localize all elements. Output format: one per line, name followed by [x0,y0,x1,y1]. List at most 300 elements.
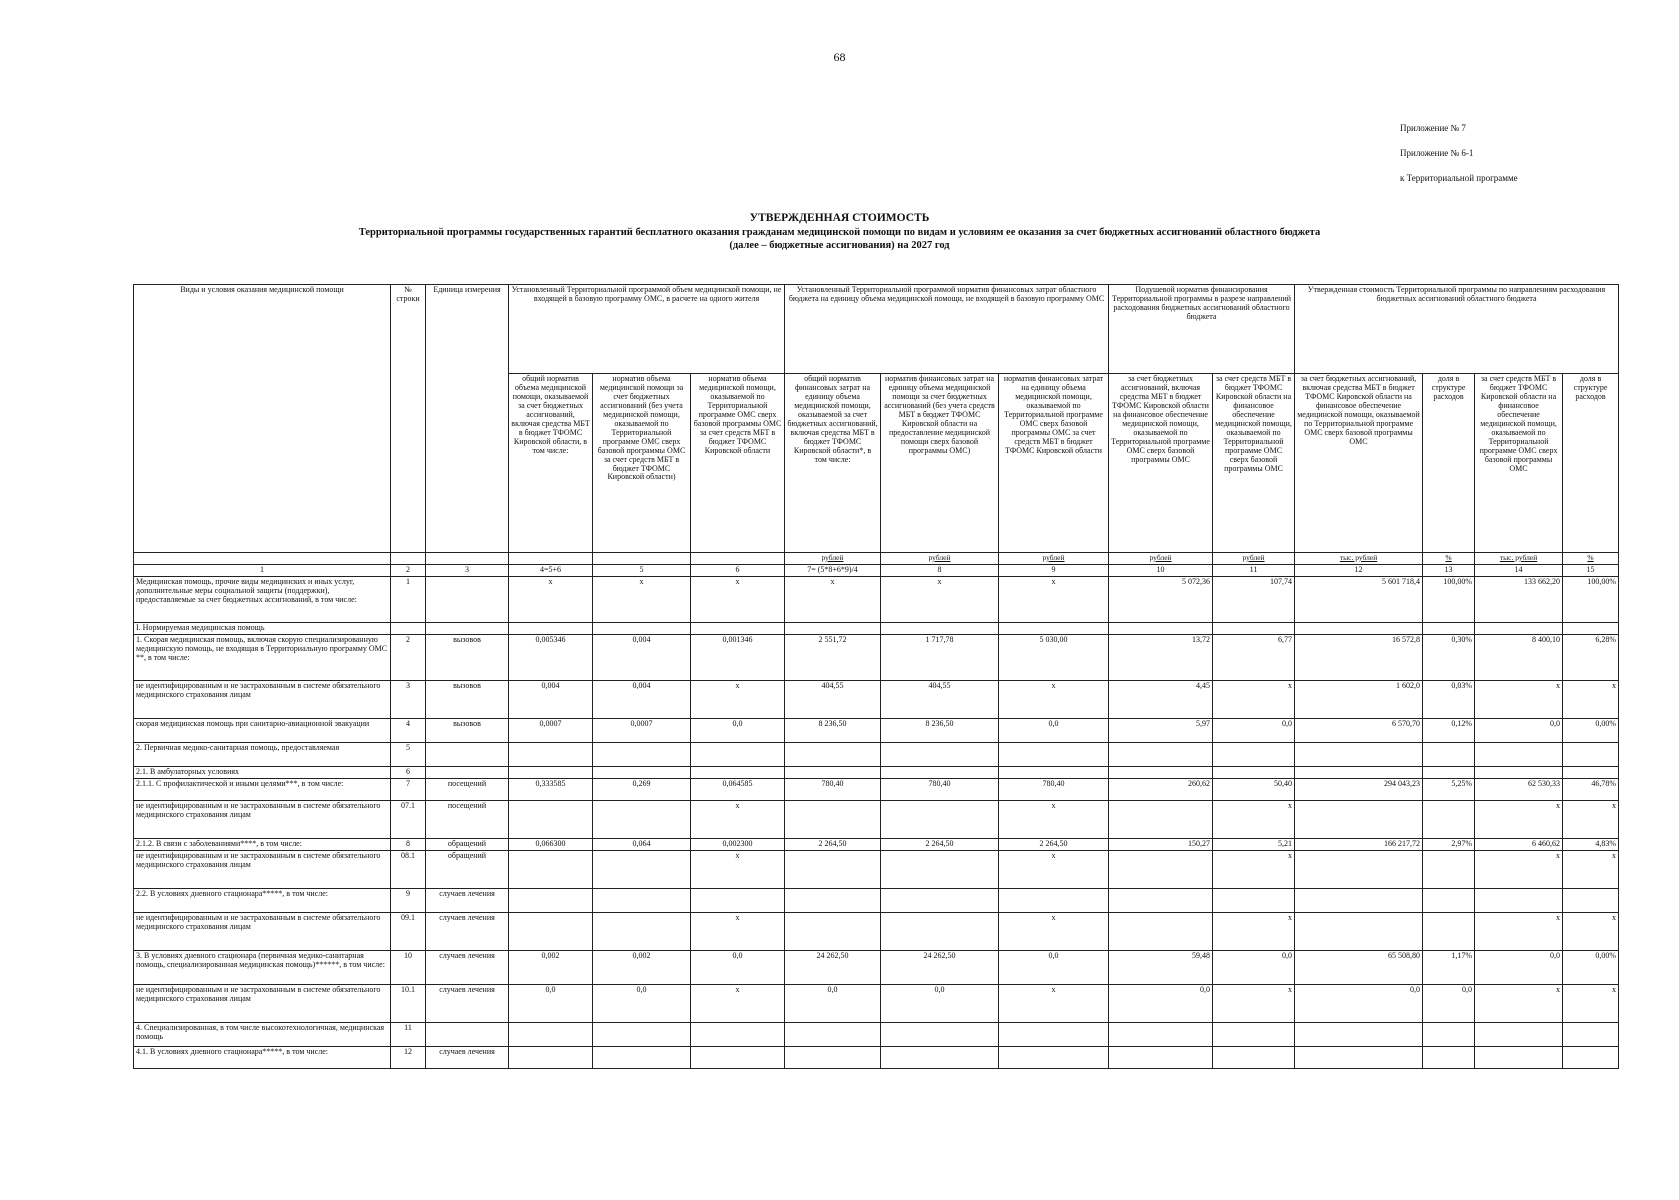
row-name-cell: 2.1.1. С профилактической и иными целями***, в том числе: [134,778,391,800]
table-cell: 08.1 [391,850,426,888]
row-name-cell: Медицинская помощь, прочие виды медицинских и иных услуг, дополнительные меры социальной защиты (поддержки), предоставляемые за счет бюджетных ассигнований, в том числе: [134,577,391,623]
table-row [134,719,1619,743]
table-cell: x [1563,984,1619,1022]
table-row [134,912,1619,950]
table-cell [1475,1022,1563,1046]
table-cell: случаев лечения [426,912,509,950]
table-cell: x [1563,800,1619,838]
header-group-cost-norm: Установленный Территориальной программой норматив финансовых затрат областного бюджета на единицу объема медицинской помощи, не входящей в базовую программу ОМС [785,285,1109,374]
column-number-cell: 5 [593,565,691,577]
table-cell: 46,78% [1563,778,1619,800]
row-name-cell: I. Нормируемая медицинская помощь [134,623,391,635]
table-cell [509,800,593,838]
table-cell [1423,623,1475,635]
table-cell [1563,888,1619,912]
table-cell [1475,767,1563,779]
table-cell: 0,0 [1475,719,1563,743]
table-row [134,984,1619,1022]
column-number-cell: 9 [999,565,1109,577]
header-group-volume: Установленный Территориальной программой объем медицинской помощи, не входящей в базовую программу ОМС, в расчете на одного жителя [509,285,785,374]
table-cell [691,767,785,779]
table-cell [509,767,593,779]
table-cell: 2 264,50 [785,838,881,850]
table-cell: x [999,577,1109,623]
table-cell [1423,912,1475,950]
table-cell: x [1475,800,1563,838]
table-cell: 404,55 [881,681,999,719]
table-cell: обращений [426,838,509,850]
table-cell [1295,850,1423,888]
table-cell: 0,0 [881,984,999,1022]
header-sub-15: доля в структуре расходов [1563,374,1619,553]
table-cell [999,767,1109,779]
header-group-approved-cost: Утвержденная стоимость Территориальной программы по направлениям расходования бюджетных ассигнований областного бюджета [1295,285,1619,374]
table-cell: вызовов [426,681,509,719]
column-number-cell: 15 [1563,565,1619,577]
table-cell [509,743,593,767]
table-row [134,800,1619,838]
table-cell [1423,888,1475,912]
table-cell: 5 [391,743,426,767]
table-cell: 0,0 [509,984,593,1022]
table-cell [1109,888,1213,912]
table-cell: 5 030,00 [999,635,1109,681]
table-cell: 294 043,23 [1295,778,1423,800]
unit-cell: рублей [881,553,999,565]
table-cell: 5,97 [1109,719,1213,743]
table-cell [881,888,999,912]
table-cell [999,623,1109,635]
table-cell: вызовов [426,635,509,681]
table-cell: 07.1 [391,800,426,838]
table-cell: 150,27 [1109,838,1213,850]
table-cell: x [691,850,785,888]
header-sub-6: норматив объема медицинской помощи, оказываемой по Территориальной программе ОМС сверх базовой программы ОМС за счет средств МБТ в бюджет ТФОМС Кировской области [691,374,785,553]
table-cell: 0,12% [1423,719,1475,743]
column-numbers-row [134,565,1619,577]
table-cell [426,1022,509,1046]
table-cell: 0,0 [1109,984,1213,1022]
table-cell [881,623,999,635]
table-cell [1213,623,1295,635]
table-row [134,743,1619,767]
table-cell [1213,743,1295,767]
table-cell: x [881,577,999,623]
table-cell: 404,55 [785,681,881,719]
table-cell: 780,40 [999,778,1109,800]
table-cell: 65 508,80 [1295,950,1423,984]
table-cell [1423,1022,1475,1046]
header-sub-5: норматив объема медицинской помощи за счет бюджетных ассигнований (без учета медицинской помощи, оказываемой по Территориальной программе ОМС сверх базовой программы ОМС за счет средств МБТ в бюджет ТФОМС Кировской области) [593,374,691,553]
table-cell: 0,066300 [509,838,593,850]
table-cell [1295,888,1423,912]
table-cell [593,850,691,888]
table-cell: 59,48 [1109,950,1213,984]
table-cell [391,623,426,635]
table-cell: x [785,577,881,623]
table-cell: x [1563,912,1619,950]
table-cell [999,888,1109,912]
column-number-cell: 8 [881,565,999,577]
table-cell [1475,888,1563,912]
header-sub-11: за счет средств МБТ в бюджет ТФОМС Кировской области на финансовое обеспечение медицинской помощи, оказываемой по Территориальной программе ОМС сверх базовой программы ОМС [1213,374,1295,553]
row-name-cell: 3. В условиях дневного стационара (первичная медико-санитарная помощь, специализированная медицинская помощь)******, в том числе: [134,950,391,984]
table-cell [999,1022,1109,1046]
table-cell [1213,1022,1295,1046]
table-cell [1295,743,1423,767]
column-number-cell: 7= (5*8+6*9)/4 [785,565,881,577]
table-cell: случаев лечения [426,888,509,912]
table-cell: 0,004 [509,681,593,719]
table-cell [1109,1022,1213,1046]
table-cell: 1 602,0 [1295,681,1423,719]
table-cell: x [1213,850,1295,888]
column-number-cell: 14 [1475,565,1563,577]
table-cell: 6,28% [1563,635,1619,681]
table-cell [1423,850,1475,888]
table-cell: x [1475,681,1563,719]
table-cell [1213,1046,1295,1068]
column-number-cell: 4=5+6 [509,565,593,577]
row-name-cell: 4.1. В условиях дневного стационара*****, в том числе: [134,1046,391,1068]
row-name-cell: 2.2. В условиях дневного стационара*****, в том числе: [134,888,391,912]
table-cell [1295,623,1423,635]
table-cell: 0,0 [691,950,785,984]
table-cell: 0,0007 [509,719,593,743]
table-cell: 13,72 [1109,635,1213,681]
table-cell: 5,25% [1423,778,1475,800]
unit-cell [134,553,391,565]
table-cell: x [1563,681,1619,719]
table-cell [1423,767,1475,779]
table-cell: x [1475,912,1563,950]
table-cell [1475,1046,1563,1068]
table-row [134,767,1619,779]
table-cell [785,1022,881,1046]
table-cell [881,767,999,779]
unit-cell: % [1563,553,1619,565]
table-cell: 0,269 [593,778,691,800]
table-cell: 7 [391,778,426,800]
table-cell [1475,623,1563,635]
table-cell [593,767,691,779]
unit-cell [391,553,426,565]
row-name-cell: 2. Первичная медико-санитарная помощь, предоставляемая [134,743,391,767]
table-cell: 0,00% [1563,719,1619,743]
table-cell [785,1046,881,1068]
table-cell [1213,888,1295,912]
column-number-cell: 11 [1213,565,1295,577]
table-cell: x [593,577,691,623]
unit-cell [426,553,509,565]
table-cell: 12 [391,1046,426,1068]
table-cell: 4,83% [1563,838,1619,850]
table-cell: x [1475,984,1563,1022]
table-row [134,888,1619,912]
table-cell [1563,623,1619,635]
table-cell [1563,1046,1619,1068]
row-name-cell: 2.1. В амбулаторных условиях [134,767,391,779]
table-cell [1563,1022,1619,1046]
table-cell [691,743,785,767]
appendix-line-2: Приложение № 6-1 [1400,148,1474,158]
table-cell [999,743,1109,767]
table-cell: 0,333585 [509,778,593,800]
table-cell: 0,0 [999,950,1109,984]
row-name-cell: не идентифицированным и не застрахованным в системе обязательного медицинского страхования лицам [134,984,391,1022]
table-cell: 0,0 [1213,719,1295,743]
header-sub-10: за счет бюджетных ассигнований, включая средства МБТ в бюджет ТФОМС Кировской области на финансовое обеспечение медицинской помощи, оказываемой по Территориальной программе ОМС сверх базовой программы ОМС [1109,374,1213,553]
table-cell [785,912,881,950]
table-cell: 0,0007 [593,719,691,743]
table-cell: 0,0 [999,719,1109,743]
table-cell: x [1213,800,1295,838]
table-cell: x [509,577,593,623]
table-cell [1109,1046,1213,1068]
table-cell: x [999,984,1109,1022]
table-cell: 5 601 718,4 [1295,577,1423,623]
row-name-cell: не идентифицированным и не застрахованным в системе обязательного медицинского страхования лицам [134,912,391,950]
unit-cell: тыс. рублей [1475,553,1563,565]
table-cell: 0,0 [785,984,881,1022]
table-row [134,950,1619,984]
table-cell: 1 717,78 [881,635,999,681]
table-cell [509,1046,593,1068]
table-cell: 8 236,50 [785,719,881,743]
unit-cell: % [1423,553,1475,565]
table-cell: 09.1 [391,912,426,950]
header-row-number: № строки [391,285,426,553]
table-cell [1423,743,1475,767]
units-row [134,553,1619,565]
table-cell: 1 [391,577,426,623]
table-cell: 780,40 [881,778,999,800]
table-row [134,838,1619,850]
header-name: Виды и условия оказания медицинской помощи [134,285,391,553]
table-cell [785,888,881,912]
table-cell: x [999,681,1109,719]
table-cell: x [1213,984,1295,1022]
table-cell [426,577,509,623]
appendix-line-3: к Территориальной программе [1400,173,1518,183]
table-cell: x [691,681,785,719]
table-cell: 0,00% [1563,950,1619,984]
column-number-cell: 12 [1295,565,1423,577]
table-cell [881,800,999,838]
column-number-cell: 6 [691,565,785,577]
table-cell [509,888,593,912]
table-cell [1109,912,1213,950]
table-cell: 0,03% [1423,681,1475,719]
unit-cell: рублей [1213,553,1295,565]
table-cell: x [999,800,1109,838]
table-cell: 24 262,50 [881,950,999,984]
table-cell: 5 072,36 [1109,577,1213,623]
table-cell [1295,767,1423,779]
table-cell: 780,40 [785,778,881,800]
table-row [134,1022,1619,1046]
table-cell: 2,97% [1423,838,1475,850]
table-cell [691,1022,785,1046]
table-cell: 166 217,72 [1295,838,1423,850]
title-line-3: (далее – бюджетные ассигнования) на 2027 год [729,240,950,251]
table-row [134,635,1619,681]
table-cell: 0,0 [691,719,785,743]
table-cell [1109,800,1213,838]
table-row [134,778,1619,800]
table-cell [426,767,509,779]
unit-cell [509,553,593,565]
table-cell: 100,00% [1563,577,1619,623]
header-sub-12: за счет бюджетных ассигнований, включая средства МБТ в бюджет ТФОМС Кировской области на финансовое обеспечение медицинской помощи, оказываемой по Территориальной программе ОМС сверх базовой программы ОМС [1295,374,1423,553]
table-cell: 133 662,20 [1475,577,1563,623]
table-cell: x [691,984,785,1022]
table-cell: 62 530,33 [1475,778,1563,800]
table-cell [593,1022,691,1046]
table-cell: 2 [391,635,426,681]
table-cell: 107,74 [1213,577,1295,623]
unit-cell: рублей [1109,553,1213,565]
table-cell [1295,1022,1423,1046]
table-cell [691,888,785,912]
table-cell [1109,623,1213,635]
table-body [134,577,1619,1069]
title-line-2: Территориальной программы государственных гарантий бесплатного оказания гражданам медицинской помощи по видам и условиям ее оказания за счет бюджетных ассигнований областного бюджета [358,227,1321,238]
table-cell [881,743,999,767]
table-cell [593,1046,691,1068]
header-unit: Единица измерения [426,285,509,553]
table-cell: 4,45 [1109,681,1213,719]
title-line-1: УТВЕРЖДЕННАЯ СТОИМОСТЬ [749,212,930,224]
table-cell [999,1046,1109,1068]
table-cell: посещений [426,800,509,838]
table-cell: 0,002 [509,950,593,984]
table-cell: x [1213,681,1295,719]
header-sub-9: норматив финансовых затрат на единицу объема медицинской помощи, оказываемой по Территориальной программе ОМС сверх базовой программы ОМС за счет средств МБТ в бюджет ТФОМС Кировской области [999,374,1109,553]
table-cell: 0,001346 [691,635,785,681]
table-cell [593,800,691,838]
table-row [134,577,1619,623]
table-cell: 5,21 [1213,838,1295,850]
unit-cell: рублей [785,553,881,565]
table-row [134,850,1619,888]
header-sub-4: общий норматив объема медицинской помощи, оказываемой за счет бюджетных ассигнований, включая средства МБТ в бюджет ТФОМС Кировской области, в том числе: [509,374,593,553]
table-cell: 2 264,50 [999,838,1109,850]
table-cell [1475,743,1563,767]
row-name-cell: скорая медицинская помощь при санитарно-авиационной эвакуации [134,719,391,743]
table-cell [509,1022,593,1046]
table-cell [691,623,785,635]
table-cell: случаев лечения [426,1046,509,1068]
column-number-cell: 13 [1423,565,1475,577]
table-cell [785,800,881,838]
table-cell [881,1046,999,1068]
table-cell [1423,800,1475,838]
unit-cell [691,553,785,565]
table-cell [1423,1046,1475,1068]
table-cell: обращений [426,850,509,888]
table-cell: 2 264,50 [881,838,999,850]
table-cell: 0,0 [1213,950,1295,984]
table-cell: 0,0 [1475,950,1563,984]
table-cell: 8 [391,838,426,850]
table-cell [1109,767,1213,779]
unit-cell: рублей [999,553,1109,565]
table-cell [785,623,881,635]
column-number-cell: 10 [1109,565,1213,577]
table-cell: 0,0 [593,984,691,1022]
table-cell: 6 460,62 [1475,838,1563,850]
table-cell [785,767,881,779]
table-cell: x [1563,850,1619,888]
table-cell [1295,800,1423,838]
table-row [134,681,1619,719]
row-name-cell: 4. Специализированная, в том числе высокотехнологичная, медицинская помощь [134,1022,391,1046]
table-cell: 16 572,8 [1295,635,1423,681]
header-group-per-capita: Подушевой норматив финансирования Территориальной программы в разрезе направлений расходования бюджетных ассигнований областного бюджета [1109,285,1295,374]
table-cell [593,623,691,635]
table-cell: 6 570,70 [1295,719,1423,743]
table-cell: 2 551,72 [785,635,881,681]
table-cell: x [691,912,785,950]
table-cell: 0,30% [1423,635,1475,681]
table-cell: 9 [391,888,426,912]
table-cell: 24 262,50 [785,950,881,984]
header-sub-8: норматив финансовых затрат на единицу объема медицинской помощи за счет бюджетных ассигнований (без учета средств МБТ в бюджет ТФОМС Кировской области на предоставление медицинской помощи сверх базовой программы ОМС) [881,374,999,553]
table-cell: 10.1 [391,984,426,1022]
table-cell: x [999,850,1109,888]
header-sub-7: общий норматив финансовых затрат на единицу объема медицинской помощи, оказываемой за счет бюджетных ассигнований, включая средства МБТ в бюджет ТФОМС Кировской области*, в том числе: [785,374,881,553]
table-cell: 6 [391,767,426,779]
unit-cell: тыс. рублей [1295,553,1423,565]
table-row [134,1046,1619,1068]
table-cell [593,888,691,912]
header-sub-13: доля в структуре расходов [1423,374,1475,553]
table-cell: 4 [391,719,426,743]
table-cell: x [1475,850,1563,888]
table-cell: 0,002 [593,950,691,984]
row-name-cell: не идентифицированным и не застрахованным в системе обязательного медицинского страхования лицам [134,850,391,888]
column-number-cell: 2 [391,565,426,577]
table-cell: 11 [391,1022,426,1046]
table-cell [509,850,593,888]
table-cell: 0,0 [1423,984,1475,1022]
table-cell: 260,62 [1109,778,1213,800]
table-cell [426,623,509,635]
document-title [0,212,1679,251]
table-cell: 0,005346 [509,635,593,681]
table-cell: 8 236,50 [881,719,999,743]
table-cell [881,1022,999,1046]
table-cell [1563,743,1619,767]
table-cell [1109,743,1213,767]
appendix-line-1: Приложение № 7 [1400,123,1466,133]
table-cell [1213,767,1295,779]
table-cell: 10 [391,950,426,984]
table-cell: x [691,577,785,623]
table-cell: x [691,800,785,838]
table-cell: 50,40 [1213,778,1295,800]
table-cell: 0,064585 [691,778,785,800]
table-cell: посещений [426,778,509,800]
row-name-cell: не идентифицированным и не застрахованным в системе обязательного медицинского страхования лицам [134,800,391,838]
table-cell: 0,064 [593,838,691,850]
table-cell: 3 [391,681,426,719]
table-cell [881,912,999,950]
unit-cell [593,553,691,565]
row-name-cell: 1. Скорая медицинская помощь, включая скорую специализированную медицинскую помощь, не входящая в Территориальную программу ОМС **, в том числе: [134,635,391,681]
table-cell: x [1213,912,1295,950]
